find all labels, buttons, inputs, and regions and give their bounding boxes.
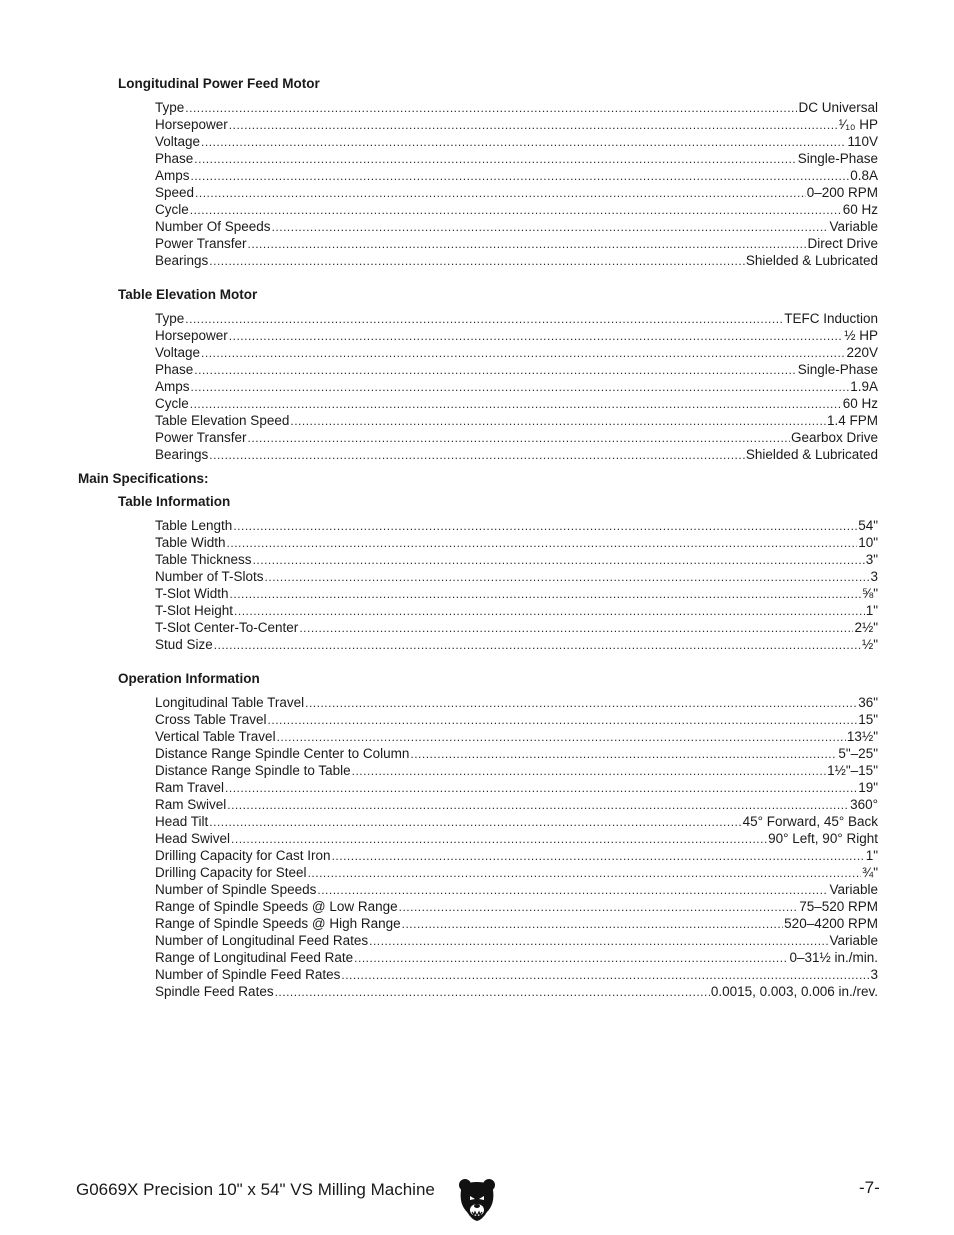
spec-row <box>155 568 878 585</box>
spec-label: Table Thickness <box>155 552 252 567</box>
dot-leader <box>248 430 790 446</box>
spec-row <box>155 949 878 966</box>
spec-row <box>155 517 878 534</box>
dot-leader <box>290 413 826 429</box>
dot-leader <box>399 899 799 915</box>
footer-manual-title: G0669X Precision 10" x 54" VS Milling Machine <box>76 1180 435 1199</box>
dot-leader <box>299 620 853 636</box>
spec-value: Gearbox Drive <box>790 430 878 445</box>
dot-leader <box>268 712 858 728</box>
spec-label: Range of Spindle Speeds @ High Range <box>155 916 401 931</box>
spec-value: TEFC Induction <box>784 311 878 326</box>
spec-value: 3 <box>870 569 878 584</box>
dot-leader <box>332 848 865 864</box>
spec-value: 10" <box>858 535 878 550</box>
spec-value: ¾" <box>861 865 878 880</box>
spec-value: 1½"–15" <box>827 763 878 778</box>
dot-leader <box>190 396 842 412</box>
dot-leader <box>225 780 857 796</box>
spec-label: Horsepower <box>155 117 228 132</box>
spec-label: Longitudinal Table Travel <box>155 695 305 710</box>
dot-leader <box>277 729 846 745</box>
spec-label: Ram Travel <box>155 780 225 795</box>
spec-value: 45° Forward, 45° Back <box>742 814 878 829</box>
spec-label: Spindle Feed Rates <box>155 984 274 999</box>
spec-row <box>155 429 878 446</box>
section-title-longitudinal-power-feed-motor: Longitudinal Power Feed Motor <box>118 76 320 91</box>
spec-row <box>155 694 878 711</box>
spec-label: Head Tilt <box>155 814 209 829</box>
spec-label: Drilling Capacity for Cast Iron <box>155 848 331 863</box>
dot-leader <box>229 117 838 133</box>
spec-label: Vertical Table Travel <box>155 729 276 744</box>
spec-list-table-information <box>155 517 878 653</box>
spec-value: Direct Drive <box>807 236 878 251</box>
spec-list-table-elevation-motor <box>155 310 878 463</box>
spec-row <box>155 847 878 864</box>
spec-label: Voltage <box>155 345 201 360</box>
spec-value: Shielded & Lubricated <box>745 253 878 268</box>
spec-value: ¹⁄₁₀ HP <box>838 117 878 132</box>
spec-row <box>155 932 878 949</box>
spec-label: Voltage <box>155 134 201 149</box>
spec-label: Drilling Capacity for Steel <box>155 865 307 880</box>
dot-leader <box>185 311 783 327</box>
spec-row <box>155 711 878 728</box>
dot-leader <box>275 984 710 1000</box>
spec-row <box>155 310 878 327</box>
spec-label: Type <box>155 100 185 115</box>
spec-value: 90° Left, 90° Right <box>768 831 878 846</box>
spec-row <box>155 446 878 463</box>
dot-leader <box>214 637 861 653</box>
spec-row <box>155 881 878 898</box>
spec-row <box>155 361 878 378</box>
spec-value: 36" <box>858 695 878 710</box>
bear-head-icon <box>457 1176 497 1222</box>
spec-label: Amps <box>155 168 190 183</box>
spec-row <box>155 327 878 344</box>
dot-leader <box>402 916 784 932</box>
spec-label: Cycle <box>155 396 189 411</box>
spec-label: T-Slot Height <box>155 603 234 618</box>
spec-value: 19" <box>858 780 878 795</box>
spec-row <box>155 585 878 602</box>
spec-row <box>155 619 878 636</box>
spec-value: 5"–25" <box>838 746 878 761</box>
spec-value: 220V <box>846 345 878 360</box>
spec-row <box>155 745 878 762</box>
spec-value: 2½" <box>854 620 878 635</box>
spec-label: Head Swivel <box>155 831 231 846</box>
spec-row <box>155 218 878 235</box>
spec-row <box>155 133 878 150</box>
spec-label: Distance Range Spindle Center to Column <box>155 746 410 761</box>
spec-label: Range of Spindle Speeds @ Low Range <box>155 899 398 914</box>
spec-value: 110V <box>847 134 878 149</box>
dot-leader <box>230 586 861 602</box>
spec-value: 3 <box>870 967 878 982</box>
spec-value: ½ HP <box>844 328 878 343</box>
spec-value: 75–520 RPM <box>799 899 878 914</box>
spec-row <box>155 99 878 116</box>
dot-leader <box>369 933 828 949</box>
dot-leader <box>305 695 857 711</box>
spec-row <box>155 150 878 167</box>
section-title-table-information: Table Information <box>118 494 231 509</box>
spec-label: Range of Longitudinal Feed Rate <box>155 950 354 965</box>
spec-value: 0–200 RPM <box>806 185 878 200</box>
dot-leader <box>352 763 826 779</box>
spec-row <box>155 534 878 551</box>
spec-label: Bearings <box>155 253 209 268</box>
spec-row <box>155 201 878 218</box>
spec-label: Number of Spindle Feed Rates <box>155 967 341 982</box>
spec-label: T-Slot Center-To-Center <box>155 620 299 635</box>
spec-row <box>155 167 878 184</box>
spec-value: Variable <box>829 933 878 948</box>
page-number: -7- <box>859 1178 880 1197</box>
spec-label: Bearings <box>155 447 209 462</box>
spec-row <box>155 779 878 796</box>
spec-value: 0.8A <box>850 168 878 183</box>
dot-leader <box>248 236 807 252</box>
dot-leader <box>265 569 870 585</box>
spec-label: Number Of Speeds <box>155 219 271 234</box>
dot-leader <box>195 185 806 201</box>
spec-label: Speed <box>155 185 195 200</box>
dot-leader <box>201 134 846 150</box>
spec-row <box>155 915 878 932</box>
dot-leader <box>227 535 858 551</box>
dot-leader <box>341 967 869 983</box>
spec-row <box>155 728 878 745</box>
spec-list-longitudinal-power-feed-motor <box>155 99 878 269</box>
spec-value: ½" <box>861 637 878 652</box>
spec-label: Number of T-Slots <box>155 569 264 584</box>
dot-leader <box>227 797 849 813</box>
dot-leader <box>194 151 796 167</box>
dot-leader <box>317 882 828 898</box>
spec-list-operation-information <box>155 694 878 1000</box>
spec-row <box>155 344 878 361</box>
spec-label: Horsepower <box>155 328 228 343</box>
dot-leader <box>194 362 796 378</box>
spec-value: 1" <box>865 848 878 863</box>
spec-value: Variable <box>829 219 878 234</box>
spec-value: Shielded & Lubricated <box>745 447 878 462</box>
spec-row <box>155 184 878 201</box>
dot-leader <box>185 100 797 116</box>
spec-value: 1.9A <box>850 379 878 394</box>
spec-row <box>155 762 878 779</box>
spec-label: Table Width <box>155 535 226 550</box>
spec-value: 1" <box>865 603 878 618</box>
spec-label: Phase <box>155 362 194 377</box>
spec-row <box>155 602 878 619</box>
spec-value: 13½" <box>846 729 878 744</box>
spec-label: Type <box>155 311 185 326</box>
section-title-operation-information: Operation Information <box>118 671 260 686</box>
spec-value: 520–4200 RPM <box>784 916 878 931</box>
spec-row <box>155 813 878 830</box>
spec-row <box>155 412 878 429</box>
dot-leader <box>209 814 741 830</box>
dot-leader <box>191 379 850 395</box>
spec-value: Single-Phase <box>797 362 878 377</box>
spec-value: 15" <box>858 712 878 727</box>
spec-row <box>155 116 878 133</box>
spec-label: Power Transfer <box>155 236 247 251</box>
spec-row <box>155 983 878 1000</box>
dot-leader <box>234 603 865 619</box>
dot-leader <box>201 345 845 361</box>
spec-label: Phase <box>155 151 194 166</box>
spec-value: Variable <box>829 882 878 897</box>
spec-label: Ram Swivel <box>155 797 227 812</box>
spec-row <box>155 864 878 881</box>
spec-row <box>155 796 878 813</box>
dot-leader <box>209 253 745 269</box>
spec-value: ⅝" <box>861 586 878 601</box>
dot-leader <box>191 168 850 184</box>
spec-label: Table Length <box>155 518 233 533</box>
spec-value: 0–31½ in./min. <box>789 950 878 965</box>
spec-row <box>155 551 878 568</box>
spec-row <box>155 235 878 252</box>
dot-leader <box>229 328 843 344</box>
main-specifications-heading: Main Specifications: <box>78 471 209 486</box>
section-title-table-elevation-motor: Table Elevation Motor <box>118 287 258 302</box>
spec-label: Number of Spindle Speeds <box>155 882 317 897</box>
spec-value: 3" <box>865 552 878 567</box>
spec-label: Distance Range Spindle to Table <box>155 763 351 778</box>
spec-row <box>155 252 878 269</box>
spec-value: 60 Hz <box>842 396 878 411</box>
spec-value: 60 Hz <box>842 202 878 217</box>
spec-label: Cross Table Travel <box>155 712 267 727</box>
dot-leader <box>209 447 745 463</box>
dot-leader <box>233 518 857 534</box>
spec-value: 54" <box>858 518 878 533</box>
spec-label: Power Transfer <box>155 430 247 445</box>
dot-leader <box>410 746 837 762</box>
spec-label: Number of Longitudinal Feed Rates <box>155 933 369 948</box>
dot-leader <box>308 865 861 881</box>
spec-value: 0.0015, 0.003, 0.006 in./rev. <box>710 984 878 999</box>
spec-label: Table Elevation Speed <box>155 413 290 428</box>
spec-row <box>155 898 878 915</box>
spec-row <box>155 636 878 653</box>
spec-value: 360° <box>850 797 878 812</box>
dot-leader <box>272 219 829 235</box>
spec-row <box>155 378 878 395</box>
spec-label: Stud Size <box>155 637 213 652</box>
spec-row <box>155 395 878 412</box>
spec-row <box>155 830 878 847</box>
dot-leader <box>253 552 865 568</box>
dot-leader <box>354 950 788 966</box>
spec-value: DC Universal <box>798 100 878 115</box>
spec-label: Cycle <box>155 202 189 217</box>
dot-leader <box>231 831 767 847</box>
dot-leader <box>190 202 842 218</box>
spec-value: Single-Phase <box>797 151 878 166</box>
spec-value: 1.4 FPM <box>826 413 878 428</box>
spec-label: Amps <box>155 379 190 394</box>
spec-label: T-Slot Width <box>155 586 229 601</box>
spec-row <box>155 966 878 983</box>
